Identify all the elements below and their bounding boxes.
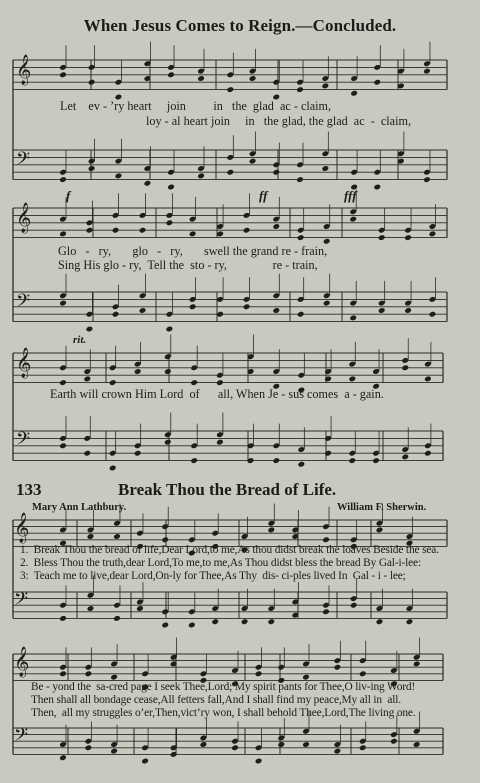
svg-text:𝄢: 𝄢 [14, 589, 29, 614]
svg-text:𝄞: 𝄞 [16, 55, 32, 85]
verse-2-line-b: Then shall all bondage cease,All fetters fall,And I shall find my peace,My all in all. [31, 694, 401, 706]
svg-text:𝄢: 𝄢 [16, 149, 31, 174]
verse-1-line-a: 1. Break Thou the bread of life,Dear Lord,to me,As thou didst break the loaves Beside the sea. [20, 544, 439, 556]
hymn-number: 133 [16, 480, 42, 499]
dynamic-fortississimo: fff [344, 188, 357, 203]
svg-text:𝄢: 𝄢 [14, 725, 29, 750]
svg-text:𝄢: 𝄢 [16, 429, 31, 454]
lyrics-line2-upper: Glo - ry, glo - ry, swell the grand re - frain, [58, 244, 328, 258]
verse-3-line-b: Then, all my struggles o’er,Then,vict’ry won, I shall behold Thee,Lord,The living one. [31, 707, 416, 719]
verse-3-line-a: 3: Teach me to live,dear Lord,On-ly for Thee,As Thy dis- ci-ples lived In Gal - i - lee; [20, 570, 406, 582]
lyrics-line1-lower: loy - al heart join in the glad, the glad ac - claim, [146, 114, 411, 128]
lyrics-line1-upper: Let ev - ’ry heart join in the glad ac - claim, [60, 99, 332, 113]
svg-text:𝄞: 𝄞 [14, 647, 30, 677]
verse-1-line-b: Be - yond the sa-cred page I seek Thee,Lord; My spirit pants for Thee,O liv-ing Word! [31, 681, 416, 693]
author-credit: Mary Ann Lathbury. [32, 502, 127, 513]
hymn-title-top: When Jesus Comes to Reign.—Concluded. [83, 16, 397, 35]
svg-text:𝄞: 𝄞 [16, 203, 32, 233]
hymn-title: Break Thou the Bread of Life. [118, 480, 337, 499]
dynamic-forte: f [66, 188, 71, 203]
composer-credit: William F. Sherwin. [337, 502, 427, 513]
dynamic-fortissimo: ff [259, 188, 268, 203]
verse-2-line-a: 2. Bless Thou the truth,dear Lord,To me,to me,As Thou didst bless the bread By Gal-i-lee: [20, 557, 421, 569]
svg-text:𝄢: 𝄢 [16, 291, 31, 316]
svg-text:𝄞: 𝄞 [14, 513, 30, 543]
svg-text:𝄞: 𝄞 [16, 348, 32, 378]
lyrics-line3: Earth will crown Him Lord of all, When Je - sus comes a - gain. [50, 387, 384, 401]
ritardando-mark: rit. [73, 334, 87, 346]
lyrics-line2-lower: Sing His glo - ry, Tell the sto - ry, re - train, [58, 258, 318, 272]
